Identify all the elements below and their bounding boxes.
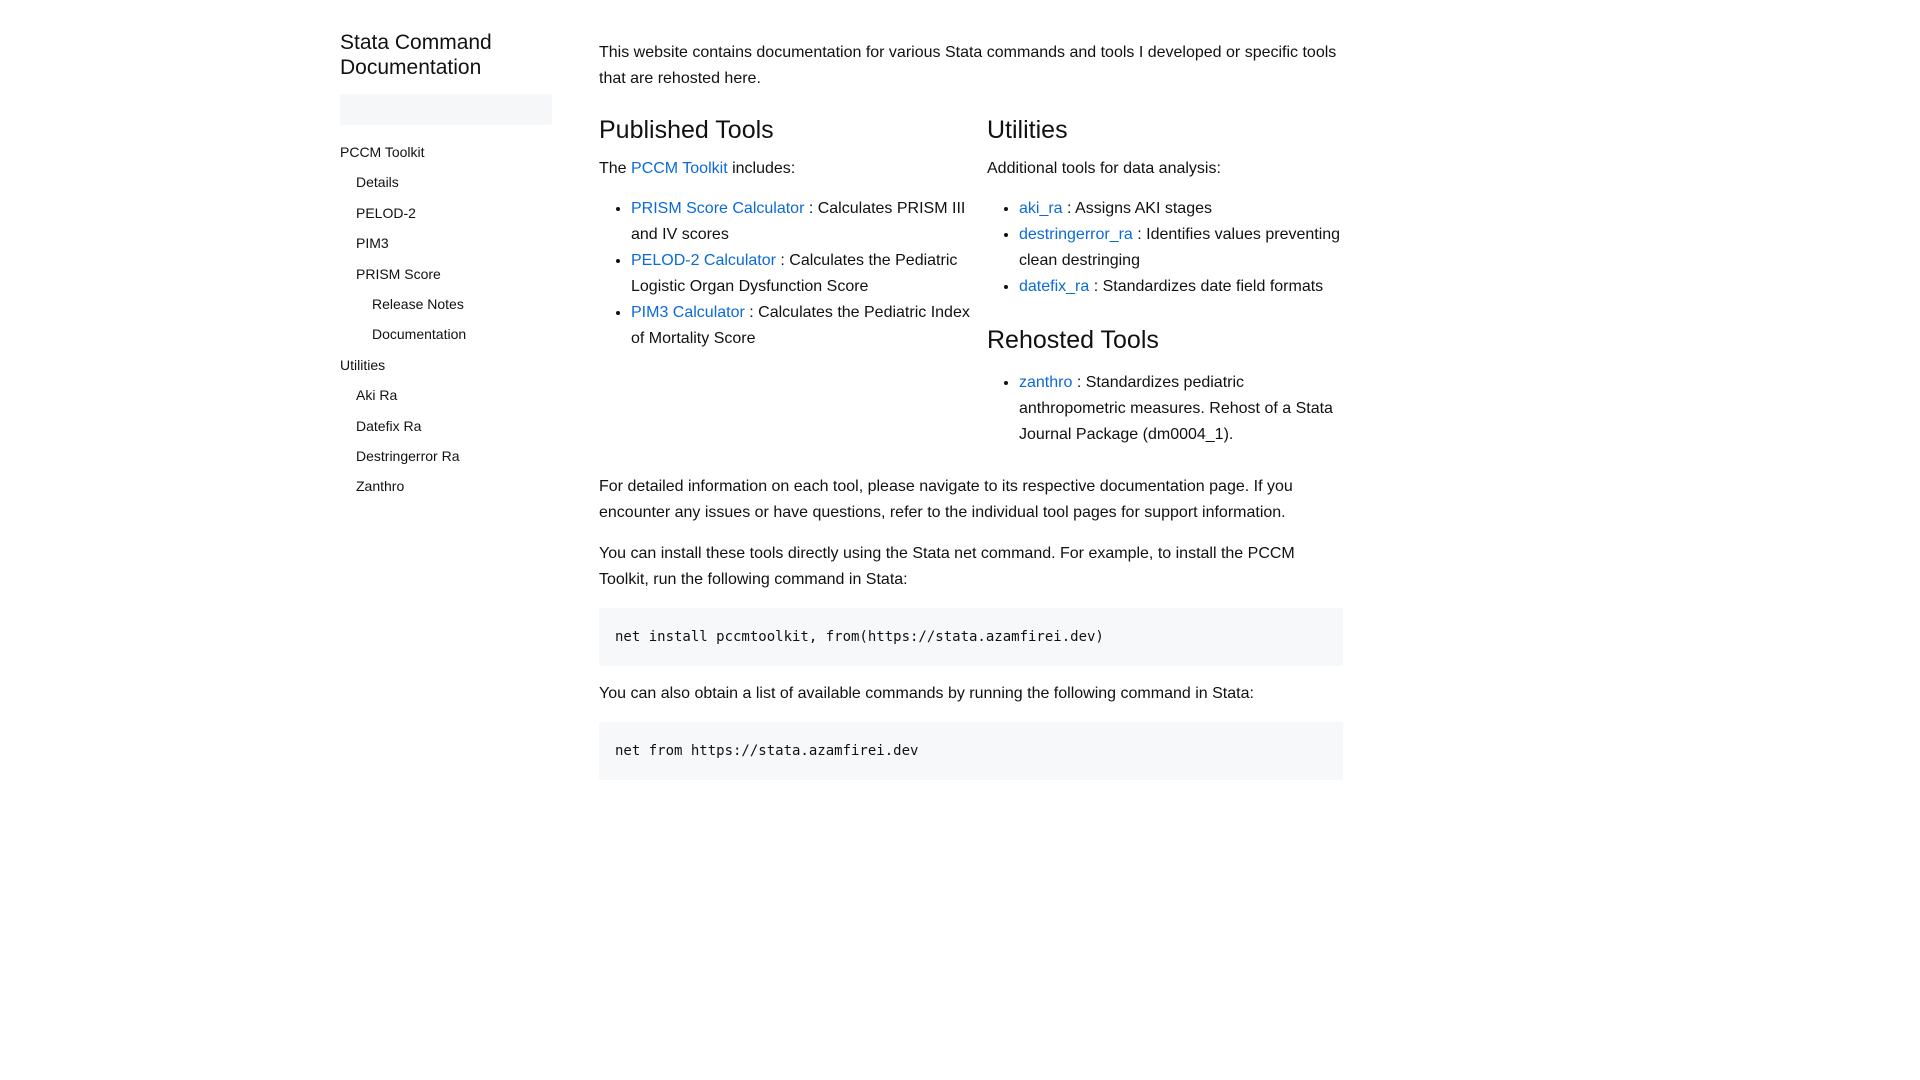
utilities-lead: Additional tools for data analysis: xyxy=(987,160,1221,177)
published-tools-lead xyxy=(599,156,987,182)
list-commands-paragraph: You can also obtain a list of available commands by running the following command in Stata: xyxy=(599,685,1254,702)
list-item xyxy=(1019,196,1343,222)
rehosted-tools-list xyxy=(987,370,1343,448)
list-item-description: : Calculates PRISM III and IV scores xyxy=(631,200,966,243)
install-paragraph: You can install these tools directly using the Stata net command. For example, to install the PCCM Toolkit, run the following command in Stata: xyxy=(599,545,1295,588)
pim3-calculator-link[interactable]: PIM3 Calculator xyxy=(631,304,745,321)
list-item xyxy=(631,196,987,248)
pelod-2-calculator-link[interactable]: PELOD-2 Calculator xyxy=(631,252,776,269)
sidebar-item-pccm-toolkit[interactable]: PCCM Toolkit xyxy=(340,144,425,160)
net-from-code-block[interactable]: net from https://stata.azamfirei.dev xyxy=(599,722,1343,780)
list-item-description: : Calculates the Pediatric Index of Mortality Score xyxy=(631,304,970,347)
datefix-ra-link[interactable]: datefix_ra xyxy=(1019,278,1090,295)
sidebar-item-utilities[interactable]: Utilities xyxy=(340,356,386,373)
list-item-description: : Assigns AKI stages xyxy=(1062,200,1212,217)
sidebar-item-documentation[interactable]: Documentation xyxy=(372,326,467,343)
sidebar-item-pim3[interactable]: PIM3 xyxy=(356,235,389,252)
list-item xyxy=(631,248,987,300)
utilities-section xyxy=(987,114,1343,448)
aki-ra-link[interactable]: aki_ra xyxy=(1019,200,1063,217)
rehosted-tools-heading: Rehosted Tools xyxy=(987,326,1159,354)
install-code-block[interactable]: net install pccmtoolkit, from(https://stata.azamfirei.dev) xyxy=(599,608,1343,666)
sidebar-nav xyxy=(340,137,552,502)
utilities-heading: Utilities xyxy=(987,116,1068,144)
sidebar-item-destringerror-ra[interactable]: Destringerror Ra xyxy=(356,447,460,464)
list-item-description: : Standardizes date field formats xyxy=(1089,278,1324,295)
destringerror-ra-link[interactable]: destringerror_ra xyxy=(1019,226,1133,243)
published-tools-list xyxy=(599,196,987,352)
utilities-list xyxy=(987,196,1343,300)
published-tools-heading: Published Tools xyxy=(599,116,774,144)
list-item-description: : Standardizes pediatric anthropometric measures. Rehost of a Stata Journal Package (dm0004_1). xyxy=(1019,374,1333,443)
sidebar-item-details[interactable]: Details xyxy=(356,174,399,191)
sidebar-item-release-notes[interactable]: Release Notes xyxy=(372,295,464,312)
sidebar-item-pelod-2[interactable]: PELOD-2 xyxy=(356,204,416,221)
pccm-toolkit-link[interactable]: PCCM Toolkit xyxy=(631,160,728,177)
published-tools-section xyxy=(599,114,987,448)
detail-paragraph: For detailed information on each tool, please navigate to its respective documentation page. If you encounter any issues or have questions, refer to the individual tool pages for support information. xyxy=(599,478,1293,521)
list-item xyxy=(1019,370,1343,448)
sidebar-item-datefix-ra[interactable]: Datefix Ra xyxy=(356,417,422,434)
list-item xyxy=(1019,222,1343,274)
intro-paragraph: This website contains documentation for various Stata commands and tools I developed or specific tools that are rehosted here. xyxy=(599,44,1337,87)
lead-text-after: includes: xyxy=(727,160,796,177)
sidebar-item-aki-ra[interactable]: Aki Ra xyxy=(356,387,398,404)
install-section xyxy=(599,474,1343,780)
list-item xyxy=(1019,274,1343,300)
tools-columns xyxy=(599,114,1343,448)
main-content xyxy=(599,40,1343,795)
list-item-description: : Identifies values preventing clean destringing xyxy=(1019,226,1341,269)
site-title[interactable]: Stata Command Documentation xyxy=(340,31,492,79)
zanthro-link[interactable]: zanthro xyxy=(1019,374,1073,391)
sidebar xyxy=(340,30,552,502)
sidebar-item-zanthro[interactable]: Zanthro xyxy=(356,478,405,495)
prism-score-calculator-link[interactable]: PRISM Score Calculator xyxy=(631,200,805,217)
list-item xyxy=(631,300,987,352)
lead-text-before: The xyxy=(599,160,632,177)
search-input[interactable] xyxy=(340,94,552,125)
list-item-description: : Calculates the Pediatric Logistic Organ Dysfunction Score xyxy=(631,252,958,295)
sidebar-item-prism-score[interactable]: PRISM Score xyxy=(356,265,441,282)
